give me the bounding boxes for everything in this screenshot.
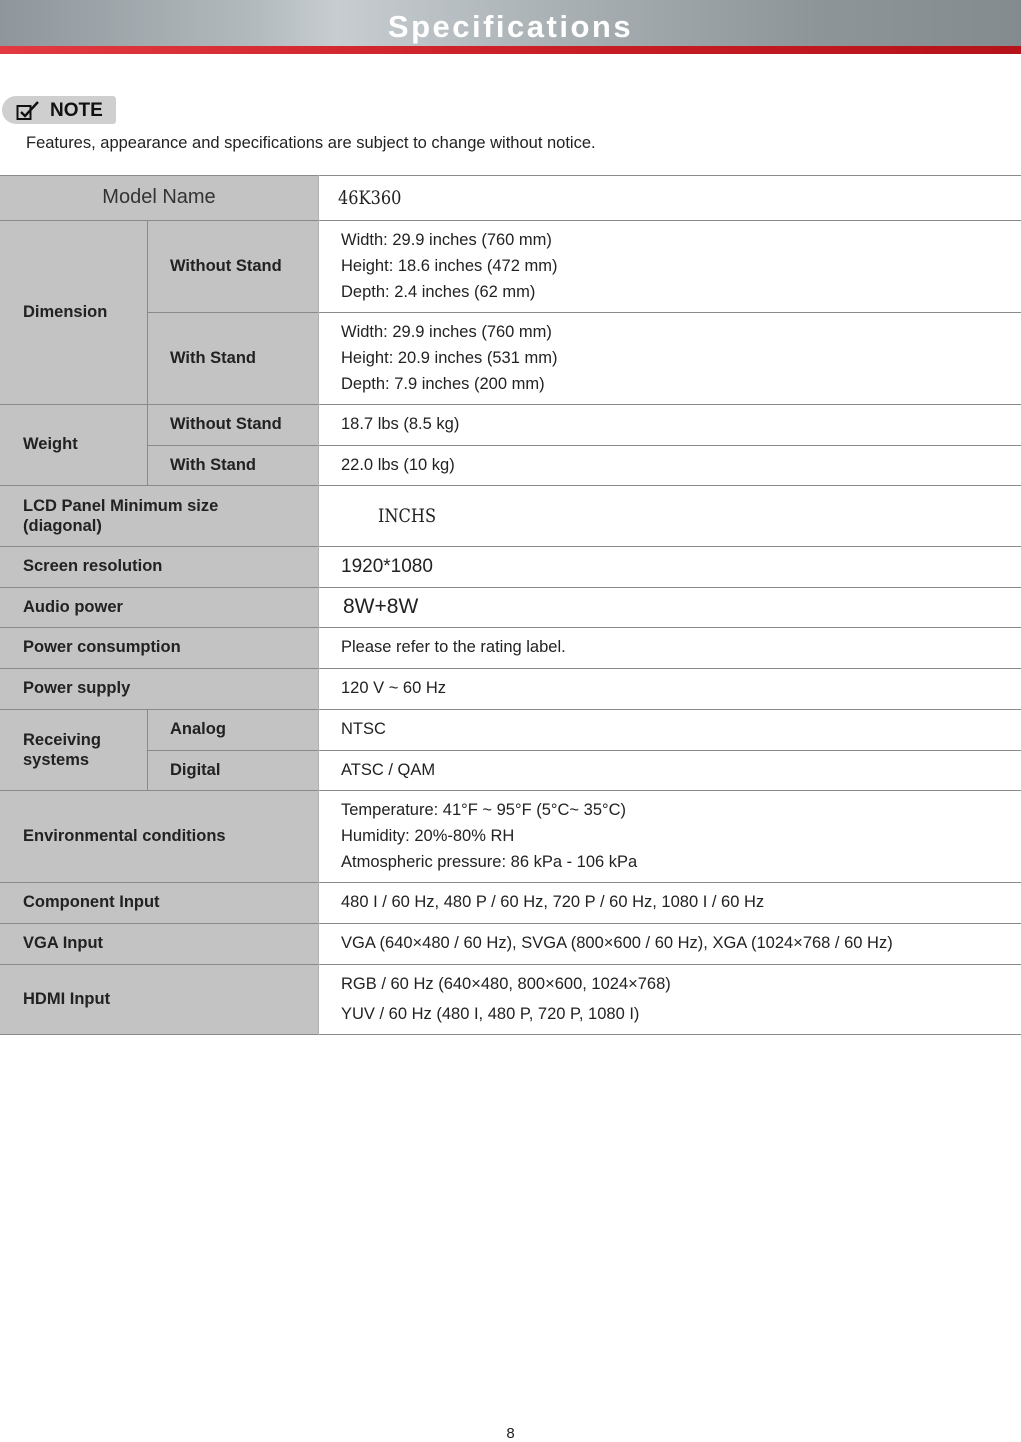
dimension-with-stand-height: Height: 20.9 inches (531 mm) (341, 349, 558, 367)
table-rule (0, 627, 1021, 628)
dimension-without-stand-label: Without Stand (147, 220, 318, 312)
screen-resolution-value: 1920*1080 (341, 555, 433, 577)
environmental-pressure: Atmospheric pressure: 86 kPa - 106 kPa (341, 853, 638, 871)
component-input-value: 480 I / 60 Hz, 480 P / 60 Hz, 720 P / 60 Hz, 1080 I / 60 Hz (341, 893, 765, 911)
power-supply-label: Power supply (0, 668, 318, 709)
table-rule (0, 546, 1021, 547)
table-rule (0, 668, 1021, 669)
dimension-with-stand-width: Width: 29.9 inches (760 mm) (341, 323, 552, 341)
receiving-digital-value: ATSC / QAM (341, 760, 436, 779)
table-rule (0, 1034, 1021, 1035)
table-column-rule (318, 175, 319, 1035)
table-rule (0, 175, 1021, 176)
power-consumption-value: Please refer to the rating label. (341, 638, 566, 656)
page-number: 8 (506, 1425, 515, 1442)
weight-without-stand-label: Without Stand (147, 404, 318, 445)
environmental-humidity: Humidity: 20%-80% RH (341, 827, 515, 845)
table-rule (0, 923, 1021, 924)
table-rule (0, 587, 1021, 588)
dimension-without-stand-depth: Depth: 2.4 inches (62 mm) (341, 283, 536, 301)
table-column-rule (147, 709, 148, 790)
weight-with-stand-value: 22.0 lbs (10 kg) (341, 455, 455, 474)
hdmi-input-values (318, 964, 1021, 1034)
page-title: Specifications (387, 9, 634, 44)
dimension-with-stand-label: With Stand (147, 312, 318, 404)
header-bar (0, 0, 1021, 46)
vga-input-label: VGA Input (0, 923, 318, 964)
header-accent-stripe (0, 46, 1021, 54)
power-consumption-label: Power consumption (0, 627, 318, 668)
dimension-with-stand-depth: Depth: 7.9 inches (200 mm) (341, 375, 545, 393)
lcd-panel-value: INCHS (378, 504, 437, 527)
model-name-label: Model Name (0, 175, 318, 220)
hdmi-input-yuv: YUV / 60 Hz (480 I, 480 P, 720 P, 1080 I) (341, 1005, 640, 1023)
audio-power-value: 8W+8W (343, 595, 419, 618)
table-rule (147, 445, 1021, 446)
table-rule (0, 964, 1021, 965)
power-supply-value: 120 V ~ 60 Hz (341, 679, 447, 697)
table-rule (0, 220, 1021, 221)
dimension-label: Dimension (0, 220, 147, 404)
table-rule (147, 312, 1021, 313)
table-rule (0, 485, 1021, 486)
specifications-table (0, 175, 1021, 1035)
checkbox-note-icon (16, 101, 40, 126)
table-column-rule (147, 220, 148, 485)
screen-resolution-label: Screen resolution (0, 546, 318, 587)
dimension-with-stand-values (318, 312, 1021, 404)
component-input-label: Component Input (0, 882, 318, 923)
table-rule (0, 790, 1021, 791)
environmental-conditions-values (318, 790, 1021, 882)
audio-power-label: Audio power (0, 587, 318, 627)
receiving-analog-value: NTSC (341, 720, 386, 738)
vga-input-value: VGA (640×480 / 60 Hz), SVGA (800×600 / 60 Hz), XGA (1024×768 / 60 Hz) (341, 934, 893, 952)
dimension-without-stand-width: Width: 29.9 inches (760 mm) (341, 231, 552, 249)
dimension-without-stand-height: Height: 18.6 inches (472 mm) (341, 257, 558, 275)
dimension-without-stand-values (318, 220, 1021, 312)
model-name-value: 46K360 (338, 186, 402, 209)
receiving-analog-label: Analog (147, 709, 318, 750)
table-rule (0, 404, 1021, 405)
environmental-temperature: Temperature: 41°F ~ 95°F (5°C~ 35°C) (341, 801, 627, 819)
hdmi-input-rgb: RGB / 60 Hz (640×480, 800×600, 1024×768) (341, 975, 671, 993)
note-label: NOTE (50, 100, 103, 121)
weight-with-stand-label: With Stand (147, 445, 318, 485)
hdmi-input-label: HDMI Input (0, 964, 318, 1034)
receiving-systems-label: Receiving systems (0, 709, 147, 790)
note-text: Features, appearance and specifications are subject to change without notice. (26, 134, 596, 152)
table-rule (0, 709, 1021, 710)
receiving-digital-label: Digital (147, 750, 318, 790)
lcd-panel-label: LCD Panel Minimum size (diagonal) (0, 485, 318, 546)
weight-without-stand-value: 18.7 lbs (8.5 kg) (341, 415, 460, 433)
table-rule (147, 750, 1021, 751)
weight-label: Weight (0, 404, 147, 485)
environmental-conditions-label: Environmental conditions (0, 790, 318, 882)
table-rule (0, 882, 1021, 883)
note-badge (2, 96, 116, 124)
